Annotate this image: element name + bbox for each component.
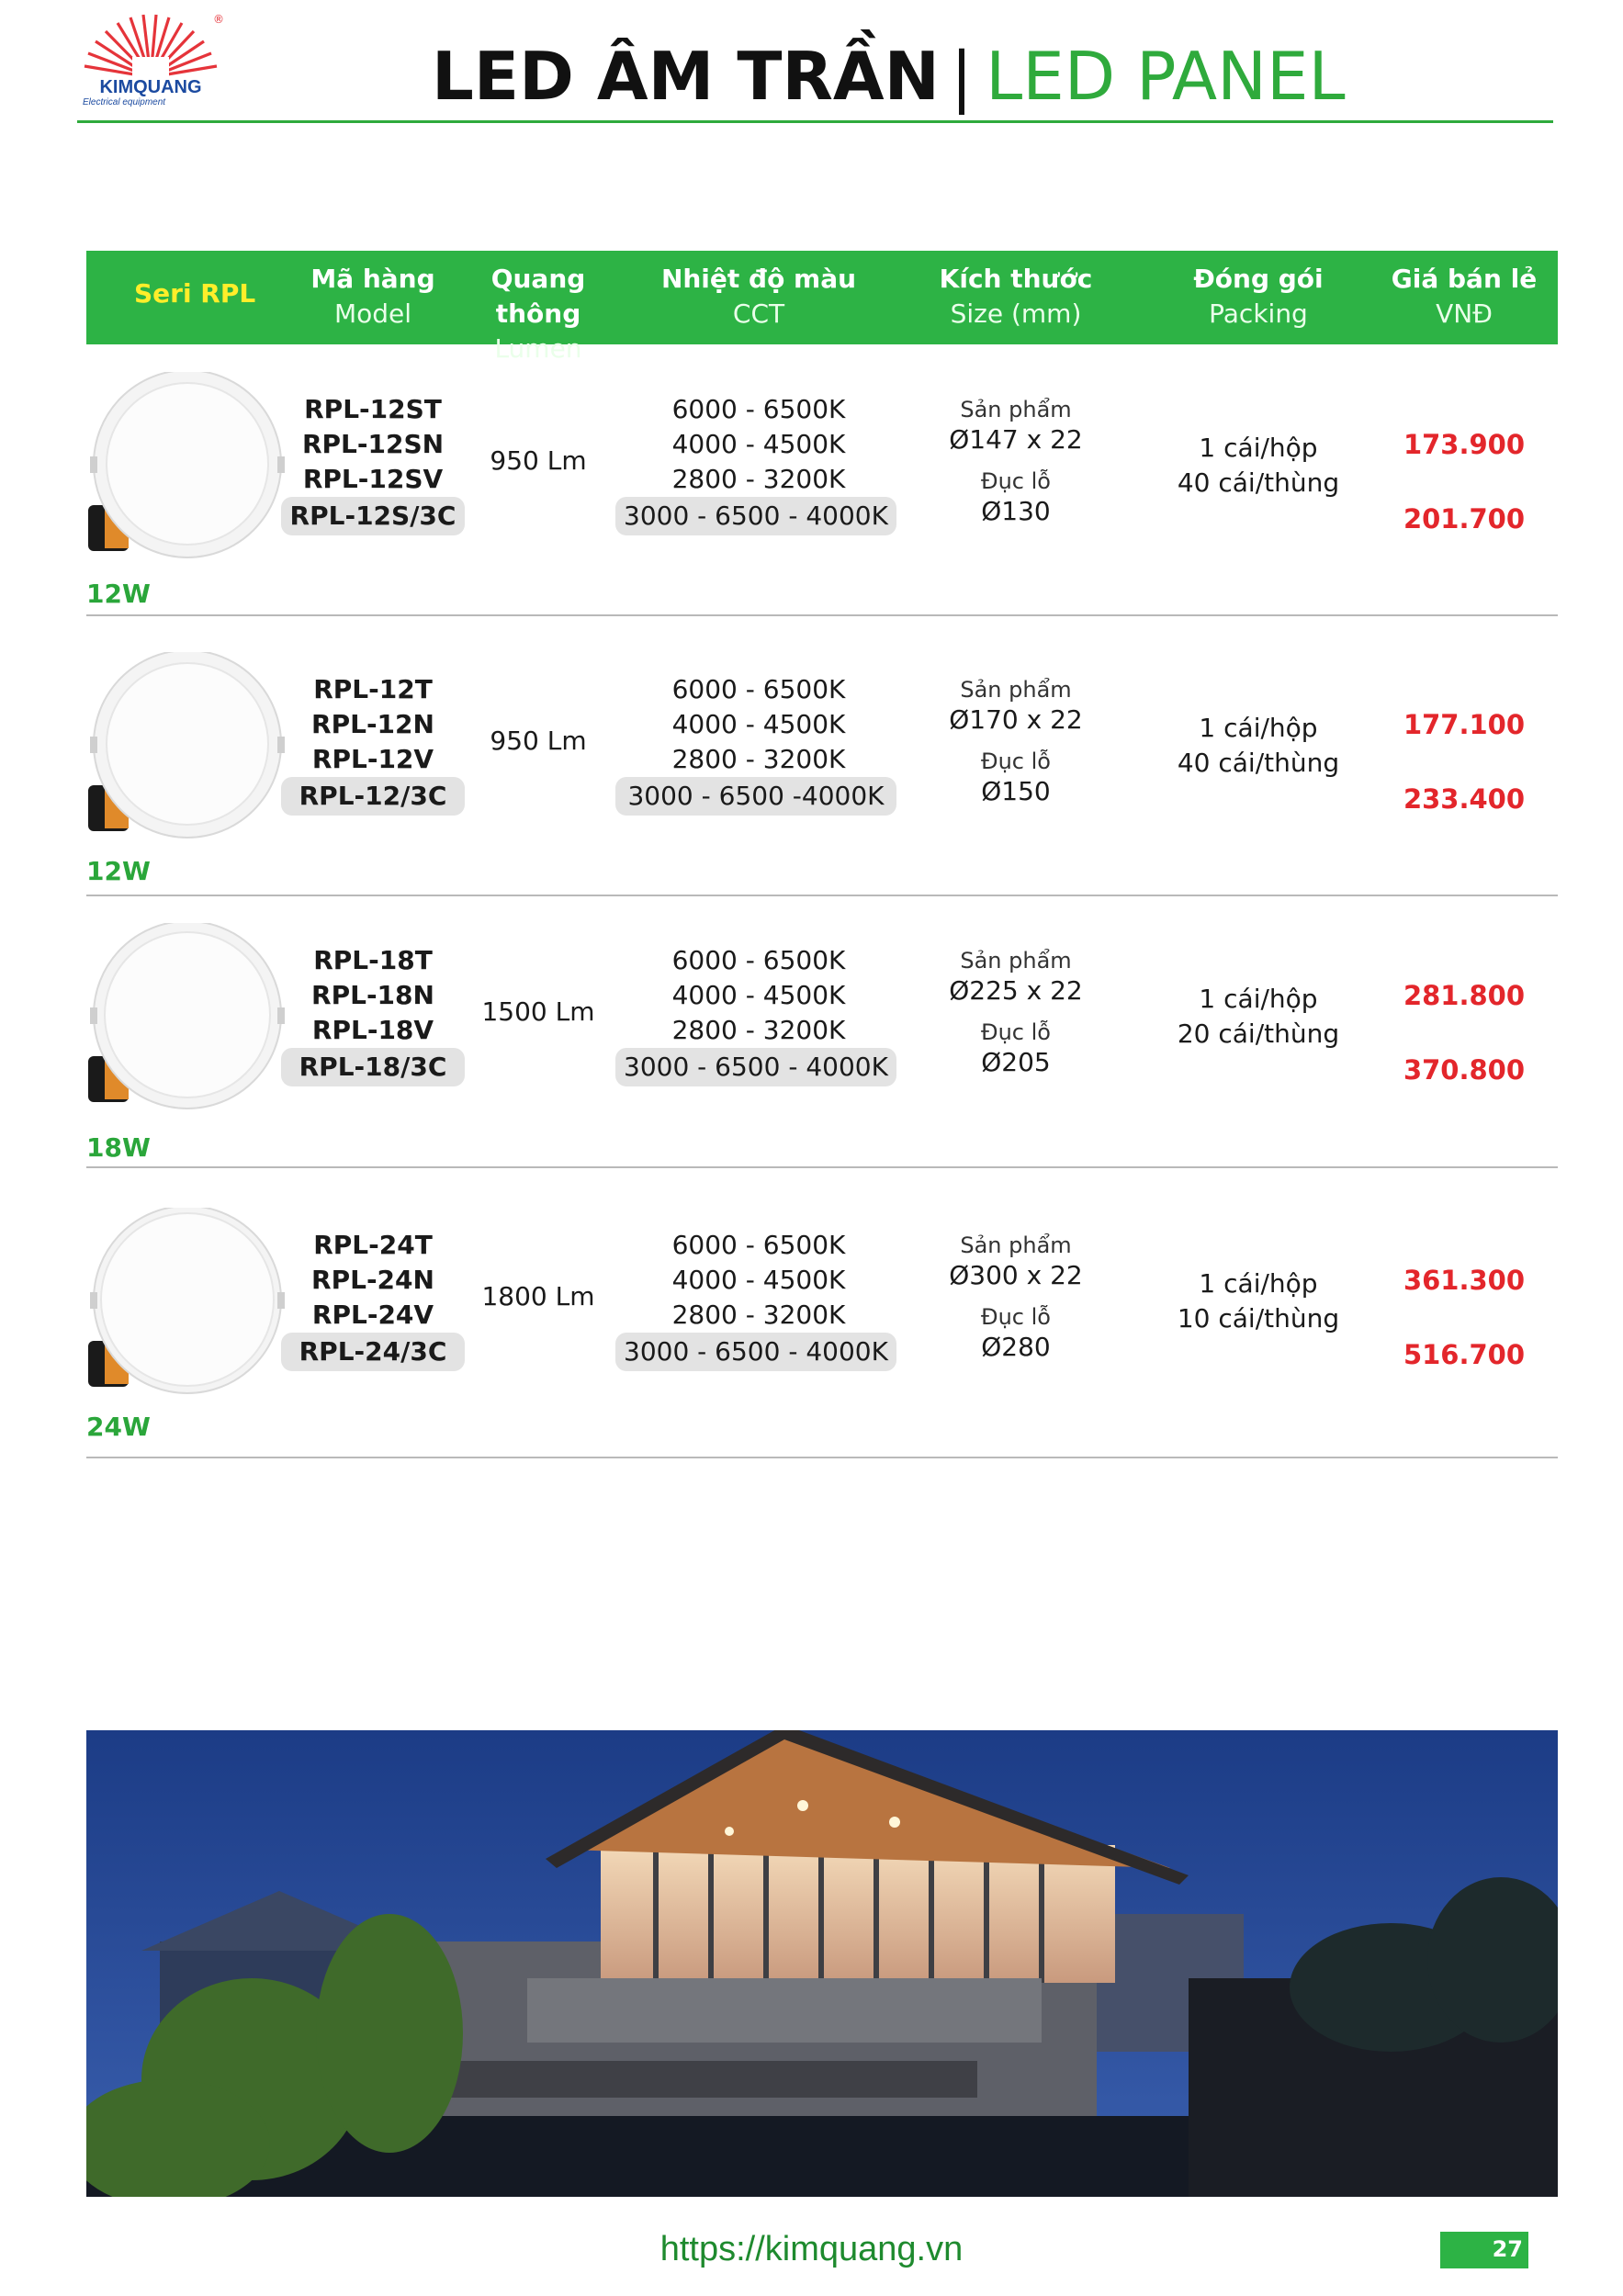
cct-value: 2800 - 3200K <box>671 744 846 774</box>
led-panel-icon <box>86 1208 288 1401</box>
model-code: RPL-12V <box>311 744 434 774</box>
model-code: RPL-12N <box>311 709 434 739</box>
cct-3c-pill: 3000 - 6500 - 4000K <box>615 497 896 535</box>
packing-carton: 40 cái/thùng <box>1177 748 1340 778</box>
price-3c: 233.400 <box>1403 783 1526 815</box>
price: 281.800 <box>1403 980 1526 1011</box>
cct-3c-pill: 3000 - 6500 -4000K <box>615 777 896 816</box>
model-3c-pill: RPL-12S/3C <box>281 497 465 535</box>
led-panel-image <box>86 923 288 1116</box>
header-size <box>915 262 1117 332</box>
model-code: RPL-24N <box>311 1265 434 1295</box>
model-3c-pill: RPL-18/3C <box>281 1048 465 1086</box>
cct-value: 4000 - 4500K <box>671 1265 846 1295</box>
size-block <box>915 947 1117 1079</box>
cct-list <box>630 943 887 1048</box>
led-panel-image <box>86 1208 288 1401</box>
cct-value: 2800 - 3200K <box>671 1300 846 1330</box>
registered-mark: ® <box>213 13 224 26</box>
led-panel-icon <box>86 372 288 565</box>
title-light: LED PANEL <box>986 38 1346 115</box>
title-bold: LED ÂM TRẦN <box>432 38 940 115</box>
header-packing <box>1139 262 1378 332</box>
product-row <box>86 652 1558 905</box>
model-code: RPL-18V <box>311 1015 434 1045</box>
packing-box: 1 cái/hộp <box>1199 1268 1318 1299</box>
cct-value: 6000 - 6500K <box>671 674 846 704</box>
model-code: RPL-24V <box>311 1300 434 1330</box>
row-divider <box>86 614 1558 616</box>
model-3c-pill: RPL-12/3C <box>281 777 465 816</box>
product-row <box>86 372 1558 625</box>
packing-box: 1 cái/hộp <box>1199 433 1318 463</box>
packing-box: 1 cái/hộp <box>1199 713 1318 743</box>
size-value: Ø300 x 22 <box>949 1260 1083 1290</box>
page-number-box <box>1440 2232 1528 2268</box>
size-block <box>915 1232 1117 1364</box>
hole-value: Ø280 <box>981 1332 1051 1362</box>
price-3c: 370.800 <box>1403 1054 1526 1086</box>
header-packing-vn: Đóng gói <box>1193 264 1324 294</box>
hole-value: Ø205 <box>981 1047 1051 1077</box>
sunburst-logo-icon <box>77 13 224 79</box>
kimquang-logo <box>77 13 224 114</box>
header-rule <box>77 120 1553 123</box>
model-3c-pill: RPL-24/3C <box>281 1333 465 1371</box>
size-label: Sản phẩm <box>960 1232 1072 1258</box>
size-label: Sản phẩm <box>960 397 1072 422</box>
wattage-label: 24W <box>86 1412 151 1442</box>
hole-label: Đục lỗ <box>981 748 1051 774</box>
packing-block <box>1139 1266 1378 1336</box>
cct-value: 4000 - 4500K <box>671 709 846 739</box>
led-panel-image <box>86 372 288 565</box>
lumen-value: 950 Lm <box>490 726 587 756</box>
header-size-vn: Kích thước <box>939 264 1093 294</box>
size-block <box>915 396 1117 528</box>
header-cct <box>630 262 887 332</box>
model-list <box>299 943 446 1048</box>
price: 177.100 <box>1403 709 1526 740</box>
page-title <box>432 35 1346 118</box>
header-lumen-vn: Quang thông <box>490 264 586 329</box>
packing-box: 1 cái/hộp <box>1199 984 1318 1014</box>
model-list <box>299 1228 446 1333</box>
cct-value: 4000 - 4500K <box>671 980 846 1010</box>
hole-label: Đục lỗ <box>981 1019 1051 1045</box>
cct-list <box>630 672 887 777</box>
header-model-en: Model <box>333 298 412 329</box>
model-code: RPL-24T <box>313 1230 433 1260</box>
price-3c: 201.700 <box>1403 503 1526 535</box>
price: 361.300 <box>1403 1265 1526 1296</box>
header-model-vn: Mã hàng <box>310 264 435 294</box>
house-scene-illustration <box>86 1730 1558 2197</box>
size-block <box>915 676 1117 808</box>
row-divider <box>86 1457 1558 1458</box>
model-list <box>299 672 446 777</box>
cct-list <box>630 392 887 497</box>
cct-list <box>630 1228 887 1333</box>
led-panel-image <box>86 652 288 845</box>
packing-block <box>1139 431 1378 501</box>
website-link[interactable]: https://kimquang.vn <box>659 2230 964 2268</box>
brand-tagline: Electrical equipment <box>83 97 166 107</box>
model-code: RPL-12SN <box>301 429 445 459</box>
price-3c: 516.700 <box>1403 1339 1526 1370</box>
title-separator: | <box>950 38 974 115</box>
model-code: RPL-18N <box>311 980 434 1010</box>
hole-label: Đục lỗ <box>981 468 1051 494</box>
header-lumen <box>446 262 630 366</box>
model-code: RPL-12T <box>313 674 433 704</box>
header-price-en: VNĐ <box>1436 298 1493 329</box>
model-code: RPL-12SV <box>302 464 444 494</box>
cct-3c-pill: 3000 - 6500 - 4000K <box>615 1333 896 1371</box>
header-cct-vn: Nhiệt độ màu <box>660 264 857 294</box>
size-value: Ø225 x 22 <box>949 975 1083 1006</box>
hole-value: Ø150 <box>981 776 1051 806</box>
size-label: Sản phẩm <box>960 677 1072 703</box>
row-divider <box>86 1166 1558 1168</box>
lumen-value: 950 Lm <box>490 445 587 476</box>
size-label: Sản phẩm <box>960 948 1072 974</box>
series-label: Seri RPL <box>134 278 256 309</box>
packing-carton: 40 cái/thùng <box>1177 467 1340 498</box>
row-divider <box>86 895 1558 896</box>
lumen-value: 1500 Lm <box>481 996 595 1027</box>
size-value: Ø147 x 22 <box>949 424 1083 455</box>
cct-value: 2800 - 3200K <box>671 1015 846 1045</box>
cct-value: 6000 - 6500K <box>671 394 846 424</box>
cct-value: 4000 - 4500K <box>671 429 846 459</box>
product-row <box>86 1208 1558 1460</box>
header-size-en: Size (mm) <box>950 298 1082 329</box>
cct-3c-pill: 3000 - 6500 - 4000K <box>615 1048 896 1086</box>
header-price-vn: Giá bán lẻ <box>1391 264 1538 294</box>
cct-value: 6000 - 6500K <box>671 1230 846 1260</box>
wattage-label: 12W <box>86 856 151 886</box>
product-row <box>86 923 1558 1176</box>
packing-block <box>1139 982 1378 1052</box>
cct-value: 6000 - 6500K <box>671 945 846 975</box>
packing-block <box>1139 711 1378 781</box>
size-value: Ø170 x 22 <box>949 704 1083 735</box>
wattage-label: 18W <box>86 1132 151 1163</box>
brand-name: KIMQUANG <box>99 77 202 97</box>
model-code: RPL-18T <box>313 945 433 975</box>
header-cct-en: CCT <box>732 298 785 329</box>
header-price <box>1372 262 1556 332</box>
table-header <box>86 251 1558 364</box>
wattage-label: 12W <box>86 579 151 609</box>
led-panel-icon <box>86 652 288 845</box>
model-list <box>299 392 446 497</box>
price: 173.900 <box>1403 429 1526 460</box>
cct-value: 2800 - 3200K <box>671 464 846 494</box>
page-number: 27 <box>1492 2236 1523 2262</box>
hole-label: Đục lỗ <box>981 1304 1051 1330</box>
header-model <box>299 262 446 332</box>
hole-value: Ø130 <box>981 496 1051 526</box>
header-packing-en: Packing <box>1209 298 1308 329</box>
lumen-value: 1800 Lm <box>481 1281 595 1311</box>
house-night-photo <box>86 1730 1558 2197</box>
packing-carton: 20 cái/thùng <box>1177 1019 1340 1049</box>
packing-carton: 10 cái/thùng <box>1177 1303 1340 1334</box>
header-lumen-en: Lumen <box>494 333 582 364</box>
led-panel-icon <box>86 923 288 1116</box>
model-code: RPL-12ST <box>304 394 442 424</box>
